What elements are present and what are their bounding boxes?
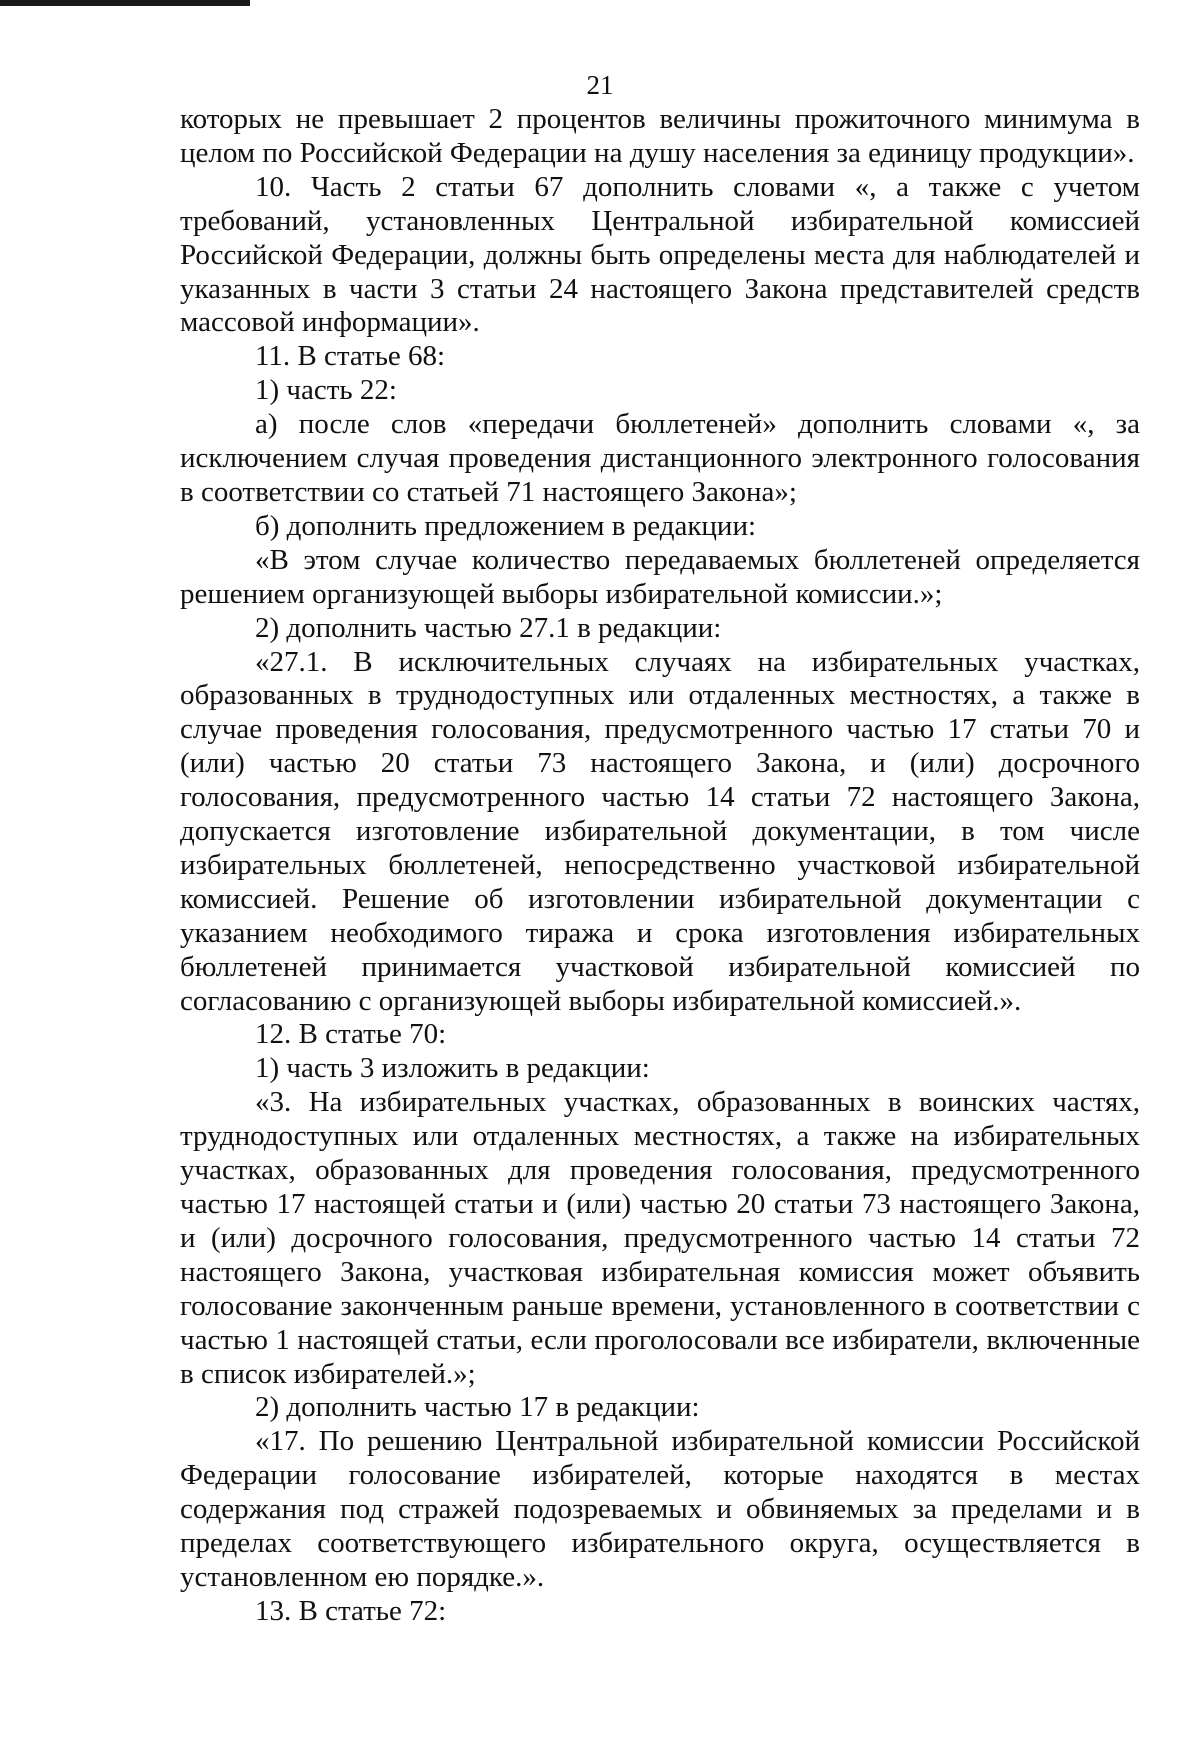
paragraph-quote-3: «3. На избирательных участках, образованных в воинских частях, труднодоступных или отдаленных местностях, а также на избирательных участках, образованных для проведения голосования, предусмотренного частью 17 настоящей статьи и (или) частью 20 статьи 73 настоящего Закона, и (или) досрочного голосования, предусмотренного частью 14 статьи 72 настоящего Закона, участковая избирательная комиссия может объявить голосование законченным раньше времени, установленного в соответствии с частью 1 настоящей статьи, если проголосовали все избиратели, включенные в список избирателей.»; [180,1086,1140,1390]
paragraph-subitem-2-part-27-1: 2) дополнить частью 27.1 в редакции: [255,611,722,644]
paragraph-subitem-1-part-3: 1) часть 3 изложить в редакции: [255,1052,650,1085]
paragraph-subitem-1-part-22: 1) часть 22: [255,374,397,407]
paragraph-subitem-b: б) дополнить предложением в редакции: [255,509,757,542]
paragraph-quote-sentence: «В этом случае количество передаваемых бюллетеней определяется решением организующей выборы избирательной комиссии.»; [180,543,1140,610]
paragraph-item-10: 10. Часть 2 статьи 67 дополнить словами «, а также с учетом требований, установленных Центральной избирательной комиссией Российской Федерации, должны быть определены места для наблюдателей и указанных в части 3 статьи 24 настоящего Закона представителей средств массовой информации». [180,170,1140,339]
paragraph-subitem-a: а) после слов «передачи бюллетеней» дополнить словами «, за исключением случая проведения дистанционного электронного голосования в соответствии со статьей 71 настоящего Закона»; [180,408,1140,508]
paragraph-quote-27-1: «27.1. В исключительных случаях на избирательных участках, образованных в труднодоступных или отдаленных местностях, а также в случае проведения голосования, предусмотренного частью 17 статьи 70 и (или) частью 20 статьи 73 настоящего Закона, и (или) досрочного голосования, предусмотренного частью 14 статьи 72 настоящего Закона, допускается изготовление избирательной документации, в том числе избирательных бюллетеней, непосредственно участковой избирательной комиссией. Решение об изготовлении избирательной документации с указанием необходимого тиража и срока изготовления избирательных бюллетеней принимается участковой избирательной комиссией по согласованию с организующей выборы избирательной комиссией.». [180,645,1140,1017]
paragraph-continuation: которых не превышает 2 процентов величины прожиточного минимума в целом по Российской Федерации на душу населения за единицу продукции». [180,103,1140,169]
paragraph-item-13-heading: 13. В статье 72: [255,1594,447,1627]
page-number: 21 [586,70,614,100]
paragraph-item-12-heading: 12. В статье 70: [255,1018,447,1051]
document-body [180,103,1140,1629]
paragraph-quote-17: «17. По решению Центральной избирательной комиссии Российской Федерации голосование избирателей, которые находятся в местах содержания под стражей подозреваемых и обвиняемых за пределами и в пределах соответствующего избирательного округа, осуществляется в установленном ею порядке.». [180,1425,1140,1593]
paragraph-item-11-heading: 11. В статье 68: [255,340,446,373]
paragraph-subitem-2-part-17: 2) дополнить частью 17 в редакции: [255,1391,700,1424]
scan-edge-mark [0,0,250,6]
